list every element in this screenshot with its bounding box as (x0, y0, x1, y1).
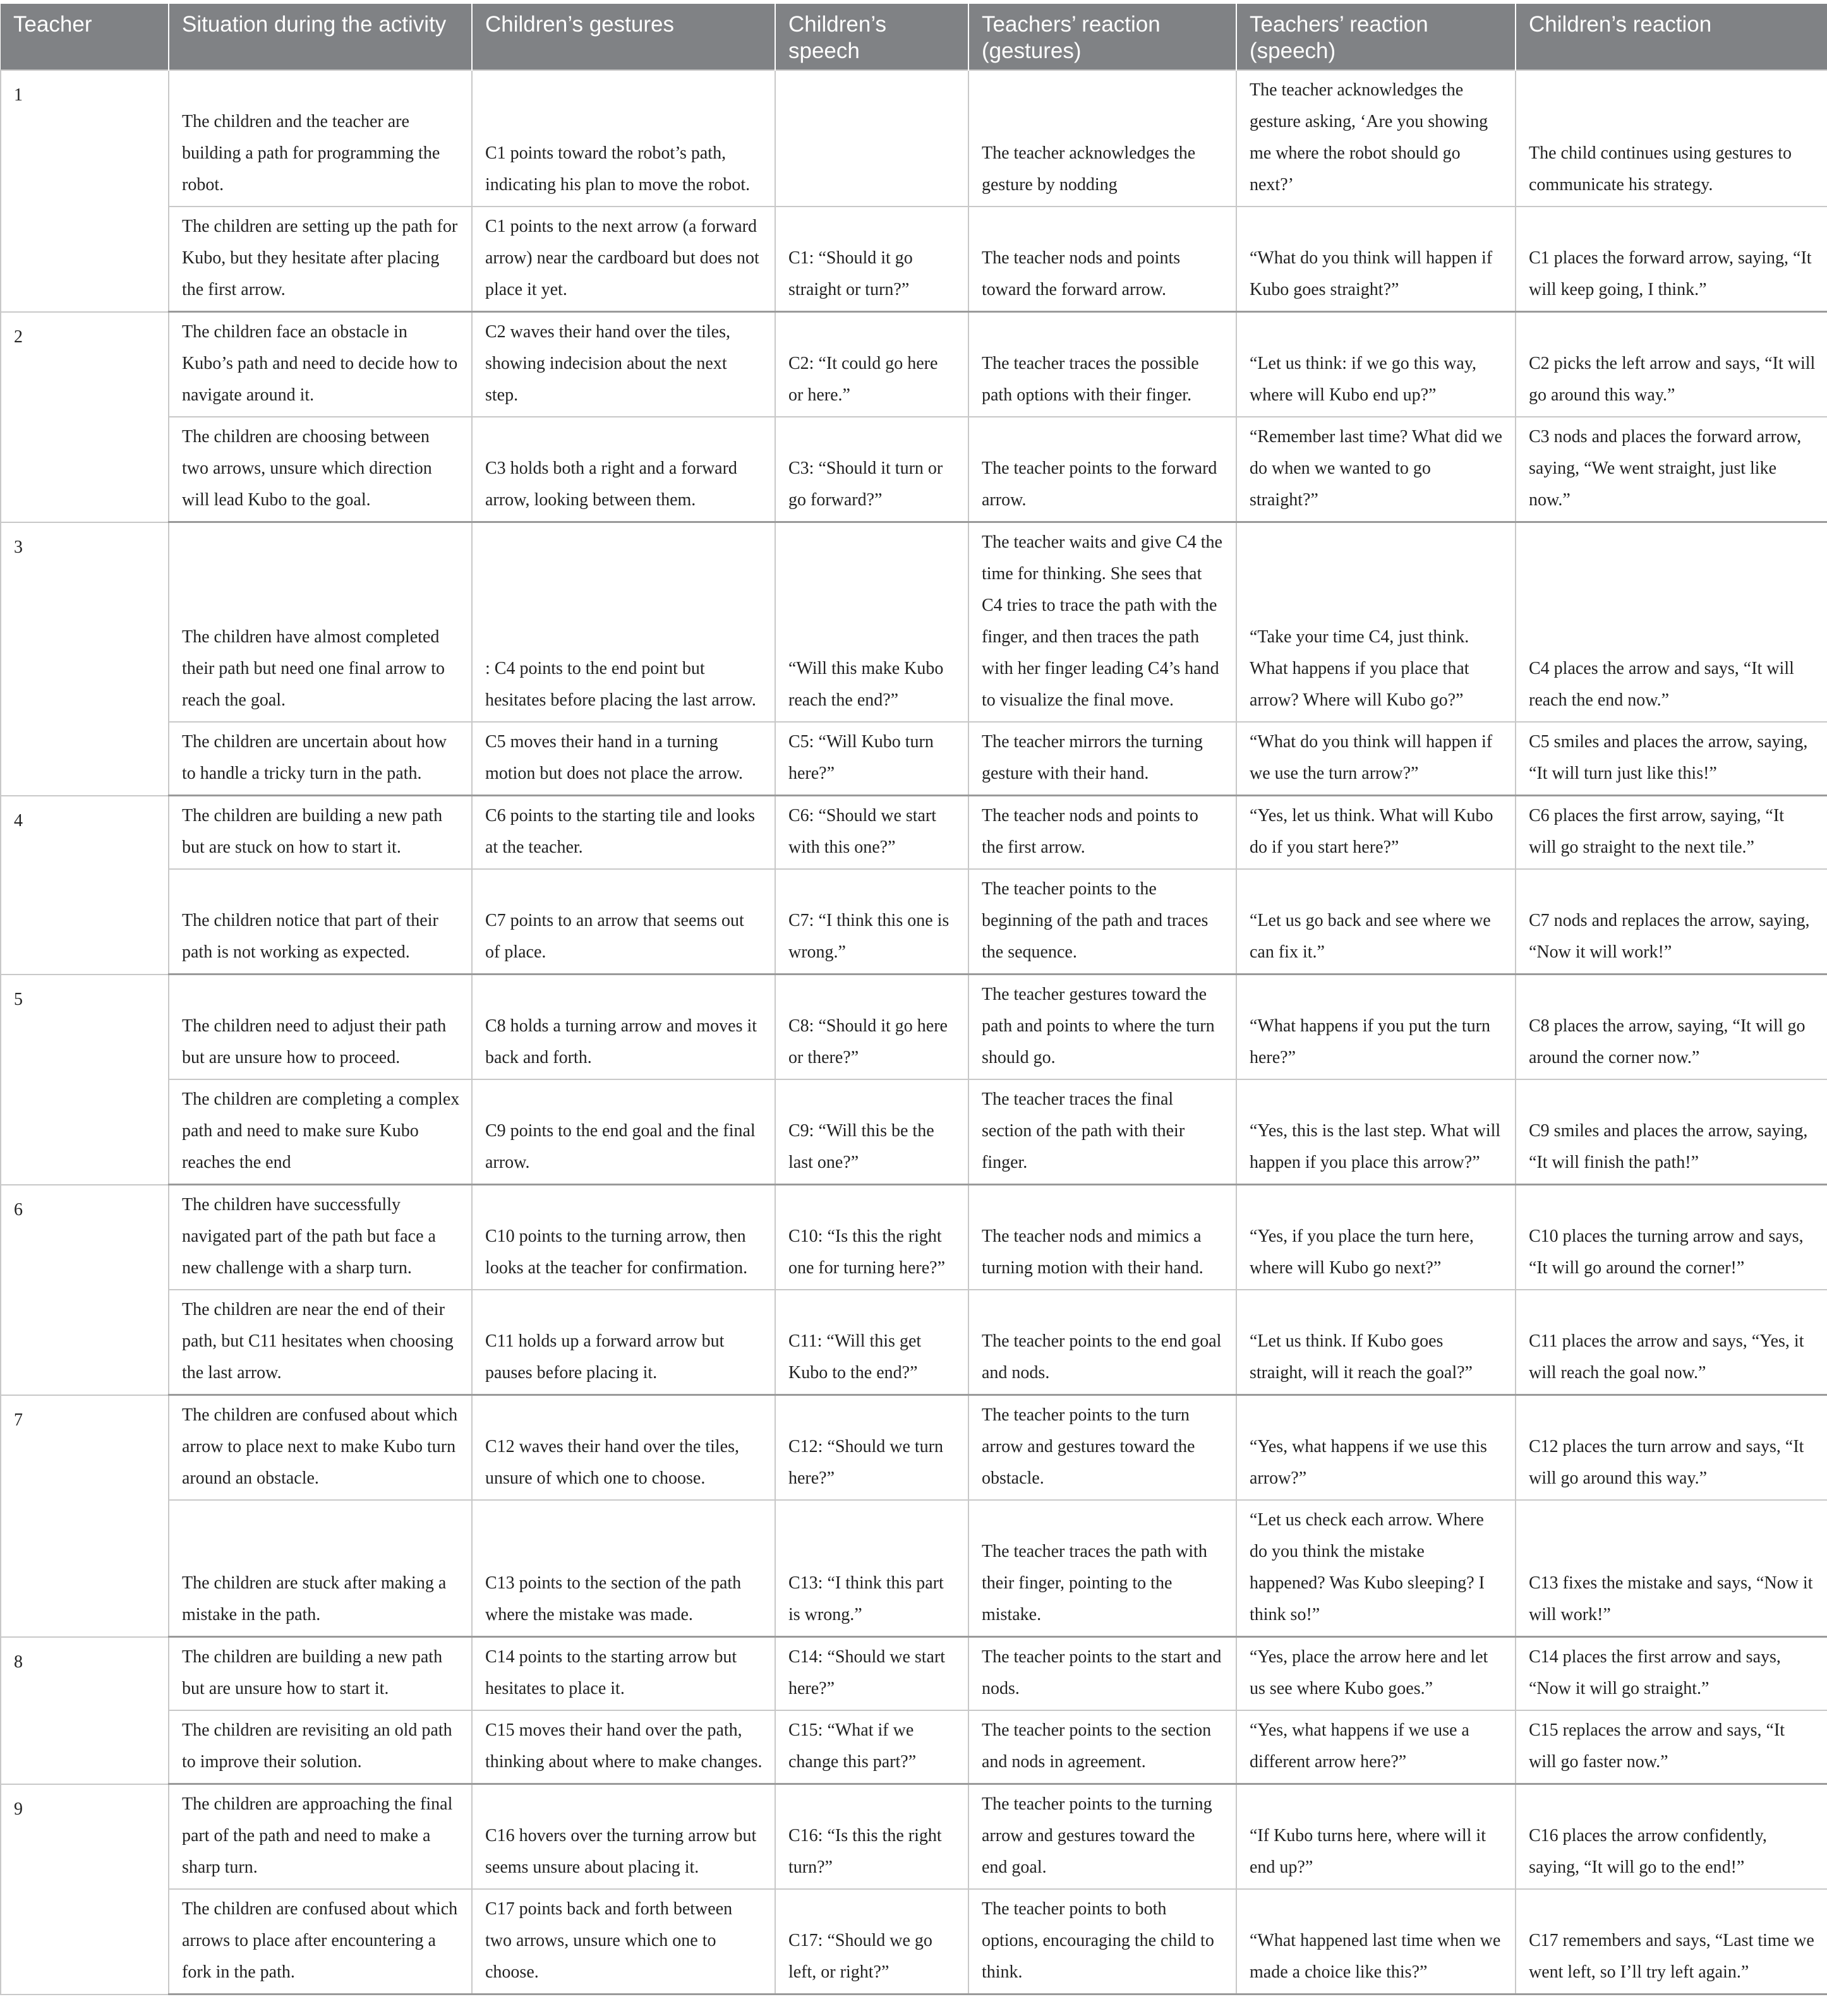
teacher-speech-cell: “What do you think will happen if we use the turn arrow?” (1236, 722, 1516, 796)
children-reaction-cell: C1 places the forward arrow, saying, “It will keep going, I think.” (1516, 207, 1827, 312)
situation-cell: The children are near the end of their path, but C11 hesitates when choosing the last arrow. (169, 1290, 472, 1395)
children-gesture-cell: C9 points to the end goal and the final arrow. (472, 1079, 775, 1185)
teacher-gesture-cell: The teacher traces the possible path options with their finger. (968, 312, 1236, 417)
situation-cell: The children are uncertain about how to handle a tricky turn in the path. (169, 722, 472, 796)
children-speech-cell: C8: “Should it go here or there?” (775, 975, 968, 1080)
children-speech-cell: C3: “Should it turn or go forward?” (775, 417, 968, 522)
children-reaction-cell: C9 smiles and places the arrow, saying, “It will finish the path!” (1516, 1079, 1827, 1185)
table-row (1, 312, 1827, 417)
teacher-speech-cell: “What happened last time when we made a choice like this?” (1236, 1889, 1516, 1995)
children-gesture-cell: C15 moves their hand over the path, thinking about where to make changes. (472, 1710, 775, 1784)
teacher-gesture-cell: The teacher points to the end goal and nods. (968, 1290, 1236, 1395)
children-speech-cell: C15: “What if we change this part?” (775, 1710, 968, 1784)
children-reaction-cell: C8 places the arrow, saying, “It will go around the corner now.” (1516, 975, 1827, 1080)
teacher-speech-cell: “Let us think. If Kubo goes straight, will it reach the goal?” (1236, 1290, 1516, 1395)
situation-cell: The children are revisiting an old path to improve their solution. (169, 1710, 472, 1784)
children-reaction-cell: C6 places the first arrow, saying, “It will go straight to the next tile.” (1516, 796, 1827, 870)
table-header (1, 4, 1827, 70)
table-row (1, 975, 1827, 1080)
situation-cell: The children notice that part of their path is not working as expected. (169, 869, 472, 975)
children-gesture-cell: C2 waves their hand over the tiles, showing indecision about the next step. (472, 312, 775, 417)
children-reaction-cell: C2 picks the left arrow and says, “It will go around this way.” (1516, 312, 1827, 417)
children-speech-cell: C17: “Should we go left, or right?” (775, 1889, 968, 1995)
table-row (1, 1637, 1827, 1711)
children-gesture-cell: : C4 points to the end point but hesitates before placing the last arrow. (472, 522, 775, 723)
teacher-gesture-cell: The teacher nods and points toward the forward arrow. (968, 207, 1236, 312)
children-gesture-cell: C1 points to the next arrow (a forward arrow) near the cardboard but does not place it yet. (472, 207, 775, 312)
children-speech-cell: C2: “It could go here or here.” (775, 312, 968, 417)
situation-cell: The children have almost completed their path but need one final arrow to reach the goal. (169, 522, 472, 723)
children-speech-cell: C12: “Should we turn here?” (775, 1395, 968, 1501)
children-speech-cell: C13: “I think this part is wrong.” (775, 1500, 968, 1637)
teacher-gesture-cell: The teacher nods and mimics a turning motion with their hand. (968, 1185, 1236, 1290)
table-container (0, 4, 1827, 1995)
situation-cell: The children need to adjust their path but are unsure how to proceed. (169, 975, 472, 1080)
teacher-speech-cell: “Yes, what happens if we use a different arrow here?” (1236, 1710, 1516, 1784)
children-reaction-cell: C16 places the arrow confidently, saying, “It will go to the end!” (1516, 1784, 1827, 1890)
children-speech-cell: C9: “Will this be the last one?” (775, 1079, 968, 1185)
teacher-speech-cell: “Let us check each arrow. Where do you think the mistake happened? Was Kubo sleeping? I think so!” (1236, 1500, 1516, 1637)
table-row (1, 1079, 1827, 1185)
children-speech-cell: “Will this make Kubo reach the end?” (775, 522, 968, 723)
table-row (1, 417, 1827, 522)
header-teacher-speech: Teachers’ reaction (speech) (1236, 4, 1516, 70)
situation-cell: The children have successfully navigated part of the path but face a new challenge with a sharp turn. (169, 1185, 472, 1290)
table-row (1, 1185, 1827, 1290)
teacher-gesture-cell: The teacher acknowledges the gesture by nodding (968, 70, 1236, 207)
children-gesture-cell: C12 waves their hand over the tiles, unsure of which one to choose. (472, 1395, 775, 1501)
situation-cell: The children are setting up the path for Kubo, but they hesitate after placing the first arrow. (169, 207, 472, 312)
situation-cell: The children and the teacher are building a path for programming the robot. (169, 70, 472, 207)
interaction-table (0, 4, 1827, 1995)
teacher-gesture-cell: The teacher points to the section and nods in agreement. (968, 1710, 1236, 1784)
children-gesture-cell: C10 points to the turning arrow, then looks at the teacher for confirmation. (472, 1185, 775, 1290)
teacher-gesture-cell: The teacher traces the final section of the path with their finger. (968, 1079, 1236, 1185)
situation-cell: The children are building a new path but are stuck on how to start it. (169, 796, 472, 870)
teacher-cell: 5 (1, 975, 169, 1185)
teacher-gesture-cell: The teacher waits and give C4 the time for thinking. She sees that C4 tries to trace the path with the finger, and then traces the path with her finger leading C4’s hand to visualize the final move. (968, 522, 1236, 723)
table-row (1, 70, 1827, 207)
children-reaction-cell: C11 places the arrow and says, “Yes, it will reach the goal now.” (1516, 1290, 1827, 1395)
table-row (1, 522, 1827, 723)
teacher-speech-cell: “Yes, let us think. What will Kubo do if you start here?” (1236, 796, 1516, 870)
children-reaction-cell: C7 nods and replaces the arrow, saying, “Now it will work!” (1516, 869, 1827, 975)
children-speech-cell: C16: “Is this the right turn?” (775, 1784, 968, 1890)
children-gesture-cell: C17 points back and forth between two arrows, unsure which one to choose. (472, 1889, 775, 1995)
teacher-speech-cell: “Yes, what happens if we use this arrow?” (1236, 1395, 1516, 1501)
teacher-cell: 1 (1, 70, 169, 312)
children-speech-cell (775, 70, 968, 207)
situation-cell: The children face an obstacle in Kubo’s path and need to decide how to navigate around it. (169, 312, 472, 417)
situation-cell: The children are building a new path but are unsure how to start it. (169, 1637, 472, 1711)
header-situation: Situation during the activity (169, 4, 472, 70)
teacher-gesture-cell: The teacher points to the beginning of the path and traces the sequence. (968, 869, 1236, 975)
teacher-speech-cell: “Let us go back and see where we can fix it.” (1236, 869, 1516, 975)
teacher-speech-cell: “Yes, place the arrow here and let us see where Kubo goes.” (1236, 1637, 1516, 1711)
teacher-gesture-cell: The teacher gestures toward the path and points to where the turn should go. (968, 975, 1236, 1080)
table-row (1, 1500, 1827, 1637)
children-gesture-cell: C13 points to the section of the path where the mistake was made. (472, 1500, 775, 1637)
situation-cell: The children are stuck after making a mistake in the path. (169, 1500, 472, 1637)
table-row (1, 1784, 1827, 1890)
teacher-cell: 9 (1, 1784, 169, 1995)
children-speech-cell: C5: “Will Kubo turn here?” (775, 722, 968, 796)
teacher-speech-cell: “Remember last time? What did we do when we wanted to go straight?” (1236, 417, 1516, 522)
header-children-reaction: Children’s reaction (1516, 4, 1827, 70)
situation-cell: The children are approaching the final part of the path and need to make a sharp turn. (169, 1784, 472, 1890)
children-reaction-cell: C17 remembers and says, “Last time we went left, so I’ll try left again.” (1516, 1889, 1827, 1995)
header-teacher-gestures: Teachers’ reaction (gestures) (968, 4, 1236, 70)
children-speech-cell: C14: “Should we start here?” (775, 1637, 968, 1711)
teacher-cell: 3 (1, 522, 169, 796)
teacher-speech-cell: “Yes, this is the last step. What will happen if you place this arrow?” (1236, 1079, 1516, 1185)
children-gesture-cell: C6 points to the starting tile and looks at the teacher. (472, 796, 775, 870)
children-reaction-cell: C10 places the turning arrow and says, “It will go around the corner!” (1516, 1185, 1827, 1290)
children-reaction-cell: C4 places the arrow and says, “It will reach the end now.” (1516, 522, 1827, 723)
teacher-gesture-cell: The teacher points to the forward arrow. (968, 417, 1236, 522)
teacher-gesture-cell: The teacher points to the turning arrow and gestures toward the end goal. (968, 1784, 1236, 1890)
teacher-speech-cell: “Take your time C4, just think. What happens if you place that arrow? Where will Kubo go?” (1236, 522, 1516, 723)
header-children-speech: Children’s speech (775, 4, 968, 70)
teacher-speech-cell: “What do you think will happen if Kubo goes straight?” (1236, 207, 1516, 312)
situation-cell: The children are completing a complex path and need to make sure Kubo reaches the end (169, 1079, 472, 1185)
table-row (1, 1710, 1827, 1784)
teacher-cell: 4 (1, 796, 169, 975)
children-speech-cell: C10: “Is this the right one for turning here?” (775, 1185, 968, 1290)
children-speech-cell: C7: “I think this one is wrong.” (775, 869, 968, 975)
children-gesture-cell: C5 moves their hand in a turning motion but does not place the arrow. (472, 722, 775, 796)
teacher-cell: 7 (1, 1395, 169, 1637)
teacher-speech-cell: “If Kubo turns here, where will it end up?” (1236, 1784, 1516, 1890)
table-row (1, 1290, 1827, 1395)
teacher-cell: 6 (1, 1185, 169, 1395)
teacher-speech-cell: The teacher acknowledges the gesture asking, ‘Are you showing me where the robot should go next?’ (1236, 70, 1516, 207)
children-gesture-cell: C7 points to an arrow that seems out of place. (472, 869, 775, 975)
children-reaction-cell: C3 nods and places the forward arrow, saying, “We went straight, just like now.” (1516, 417, 1827, 522)
children-gesture-cell: C8 holds a turning arrow and moves it back and forth. (472, 975, 775, 1080)
children-reaction-cell: C13 fixes the mistake and says, “Now it will work!” (1516, 1500, 1827, 1637)
header-children-gestures: Children’s gestures (472, 4, 775, 70)
situation-cell: The children are choosing between two arrows, unsure which direction will lead Kubo to the goal. (169, 417, 472, 522)
situation-cell: The children are confused about which arrow to place next to make Kubo turn around an obstacle. (169, 1395, 472, 1501)
children-gesture-cell: C14 points to the starting arrow but hesitates to place it. (472, 1637, 775, 1711)
teacher-speech-cell: “Let us think: if we go this way, where will Kubo end up?” (1236, 312, 1516, 417)
table-body (1, 70, 1827, 1995)
teacher-gesture-cell: The teacher points to the turn arrow and gestures toward the obstacle. (968, 1395, 1236, 1501)
children-speech-cell: C1: “Should it go straight or turn?” (775, 207, 968, 312)
teacher-cell: 2 (1, 312, 169, 522)
children-reaction-cell: The child continues using gestures to communicate his strategy. (1516, 70, 1827, 207)
teacher-speech-cell: “Yes, if you place the turn here, where will Kubo go next?” (1236, 1185, 1516, 1290)
children-speech-cell: C6: “Should we start with this one?” (775, 796, 968, 870)
header-teacher: Teacher (1, 4, 169, 70)
table-row (1, 1889, 1827, 1995)
header-row (1, 4, 1827, 70)
children-gesture-cell: C16 hovers over the turning arrow but seems unsure about placing it. (472, 1784, 775, 1890)
teacher-gesture-cell: The teacher points to both options, encouraging the child to think. (968, 1889, 1236, 1995)
children-speech-cell: C11: “Will this get Kubo to the end?” (775, 1290, 968, 1395)
children-reaction-cell: C14 places the first arrow and says, “Now it will go straight.” (1516, 1637, 1827, 1711)
children-reaction-cell: C15 replaces the arrow and says, “It will go faster now.” (1516, 1710, 1827, 1784)
situation-cell: The children are confused about which arrows to place after encountering a fork in the path. (169, 1889, 472, 1995)
table-row (1, 796, 1827, 870)
children-gesture-cell: C3 holds both a right and a forward arrow, looking between them. (472, 417, 775, 522)
teacher-gesture-cell: The teacher traces the path with their finger, pointing to the mistake. (968, 1500, 1236, 1637)
teacher-speech-cell: “What happens if you put the turn here?” (1236, 975, 1516, 1080)
children-reaction-cell: C5 smiles and places the arrow, saying, “It will turn just like this!” (1516, 722, 1827, 796)
children-gesture-cell: C11 holds up a forward arrow but pauses before placing it. (472, 1290, 775, 1395)
table-row (1, 722, 1827, 796)
teacher-gesture-cell: The teacher nods and points to the first arrow. (968, 796, 1236, 870)
teacher-gesture-cell: The teacher points to the start and nods. (968, 1637, 1236, 1711)
table-row (1, 207, 1827, 312)
children-gesture-cell: C1 points toward the robot’s path, indicating his plan to move the robot. (472, 70, 775, 207)
teacher-gesture-cell: The teacher mirrors the turning gesture with their hand. (968, 722, 1236, 796)
table-row (1, 1395, 1827, 1501)
teacher-cell: 8 (1, 1637, 169, 1784)
table-row (1, 869, 1827, 975)
children-reaction-cell: C12 places the turn arrow and says, “It will go around this way.” (1516, 1395, 1827, 1501)
